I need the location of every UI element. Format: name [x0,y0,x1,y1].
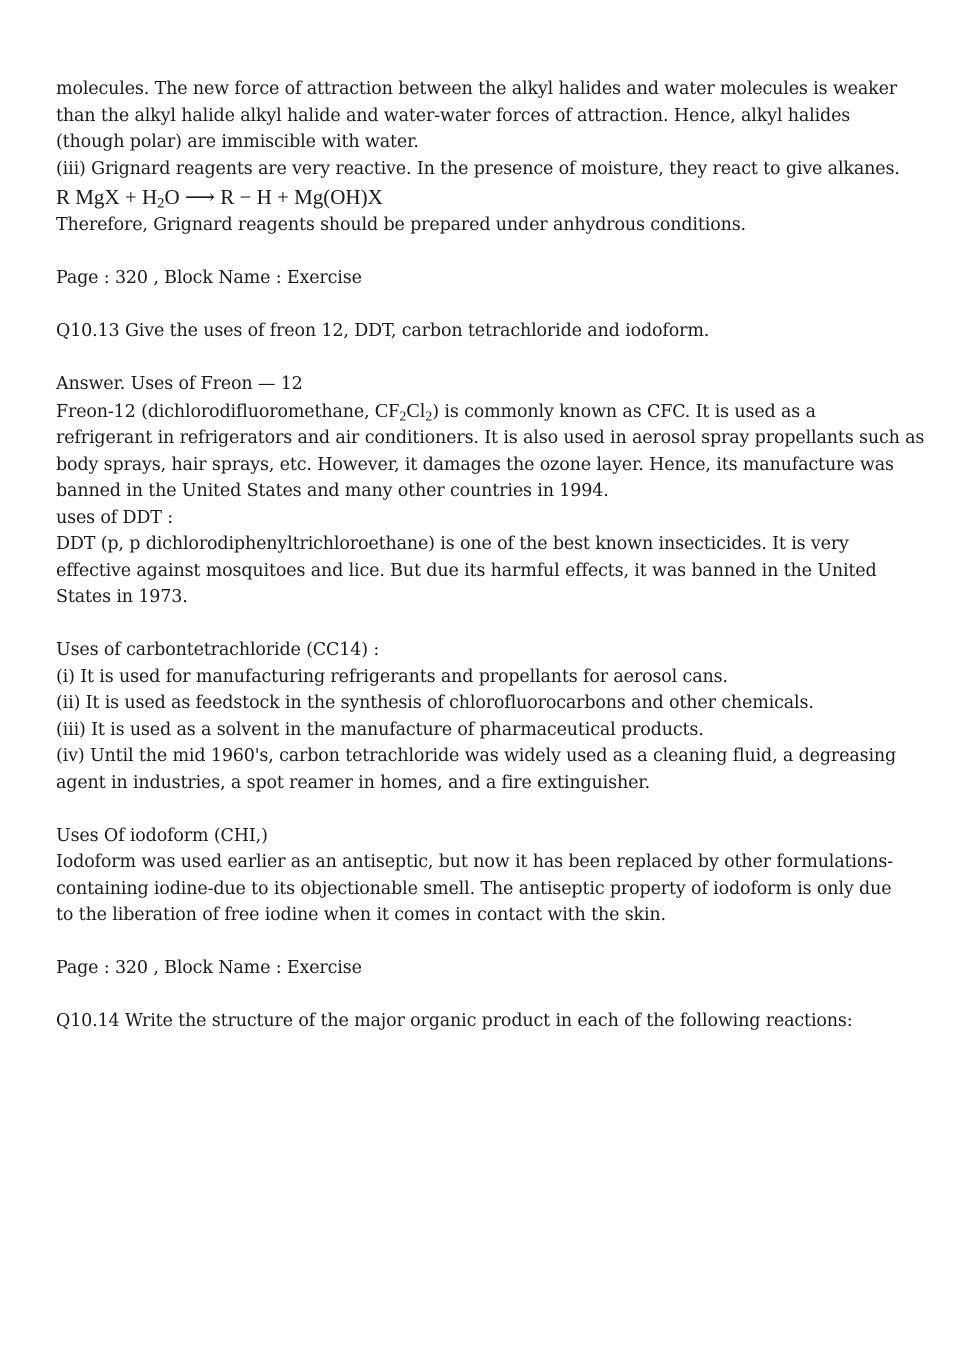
spacer [56,982,906,1009]
equation-rhs: O ⟶ R − H + Mg(OH)X [164,185,383,209]
text-line: agent in industries, a spot reamer in homes, and a fire extinguisher. [56,772,650,793]
spacer [56,239,906,266]
text-line: refrigerant in refrigerators and air conditioners. It is also used in aerosol spray propellants such as [56,428,925,448]
spacer [56,611,906,638]
answer-heading: Answer. Uses of Freon — 12 [56,374,303,394]
document-page [56,76,925,1035]
formula-part: CF [374,399,400,422]
text-line: than the alkyl halide alkyl halide and water-water forces of attraction. Hence, alkyl halides [56,105,851,126]
spacer [56,929,906,956]
text-line: States in 1973. [56,587,188,607]
spacer [56,292,906,319]
equation-subscript: 2 [157,195,165,212]
equation-lhs: R MgX + H [56,185,158,209]
page-reference: Page : 320 , Block Name : Exercise [56,268,362,288]
text-line: containing iodine-due to its objectionable smell. The antiseptic property of iodoform is only due [56,878,892,899]
freon-intro-line [56,398,906,426]
list-item: (iv) Until the mid 1960's, carbon tetrachloride was widely used as a cleaning fluid, a degreasing [56,746,897,766]
text-line: (though polar) are immiscible with water. [56,132,419,152]
grignard-equation [56,182,906,212]
text-line: DDT (p, p dichlorodiphenyltrichloroethane) is one of the best known insecticides. It is very [56,534,849,554]
ccl4-heading: Uses of carbontetrachloride (CC14) : [56,640,380,660]
freon-text-pre: Freon-12 (dichlorodifluoromethane, [56,401,375,422]
question-10-13: Q10.13 Give the uses of freon 12, DDT, carbon tetrachloride and iodoform. [56,321,710,341]
formula-subscript: 2 [399,409,407,424]
text-line: to the liberation of free iodine when it comes in contact with the skin. [56,905,666,925]
spacer [56,796,906,823]
list-item: (i) It is used for manufacturing refrigerants and propellants for aerosol cans. [56,666,728,687]
text-line: banned in the United States and many other countries in 1994. [56,481,609,501]
ddt-heading: uses of DDT : [56,507,173,528]
grignard-conclusion: Therefore, Grignard reagents should be prepared under anhydrous conditions. [56,215,746,235]
freon-formula [375,400,432,422]
spacer [56,345,906,372]
list-item: (ii) It is used as feedstock in the synthesis of chlorofluorocarbons and other chemicals. [56,693,814,713]
iodoform-heading: Uses Of iodoform (CHI,) [56,825,268,846]
page-reference: Page : 320 , Block Name : Exercise [56,958,362,978]
question-10-14: Q10.14 Write the structure of the major organic product in each of the following reactions: [56,1011,853,1031]
text-line: body sprays, hair sprays, etc. However, it damages the ozone layer. Hence, its manufacture was [56,454,894,475]
text-line: Iodoform was used earlier as an antiseptic, but now it has been replaced by other formulations- [56,852,893,872]
text-line: effective against mosquitoes and lice. But due its harmful effects, it was banned in the United [56,560,877,581]
formula-part: Cl [406,399,426,422]
freon-text-post: ) is commonly known as CFC. It is used as a [432,401,816,422]
text-line: molecules. The new force of attraction between the alkyl halides and water molecules is weaker [56,79,898,99]
formula-subscript: 2 [425,409,433,424]
list-item: (iii) It is used as a solvent in the manufacture of pharmaceutical products. [56,719,704,740]
text-line: (iii) Grignard reagents are very reactive. In the presence of moisture, they react to give alkanes. [56,158,900,179]
